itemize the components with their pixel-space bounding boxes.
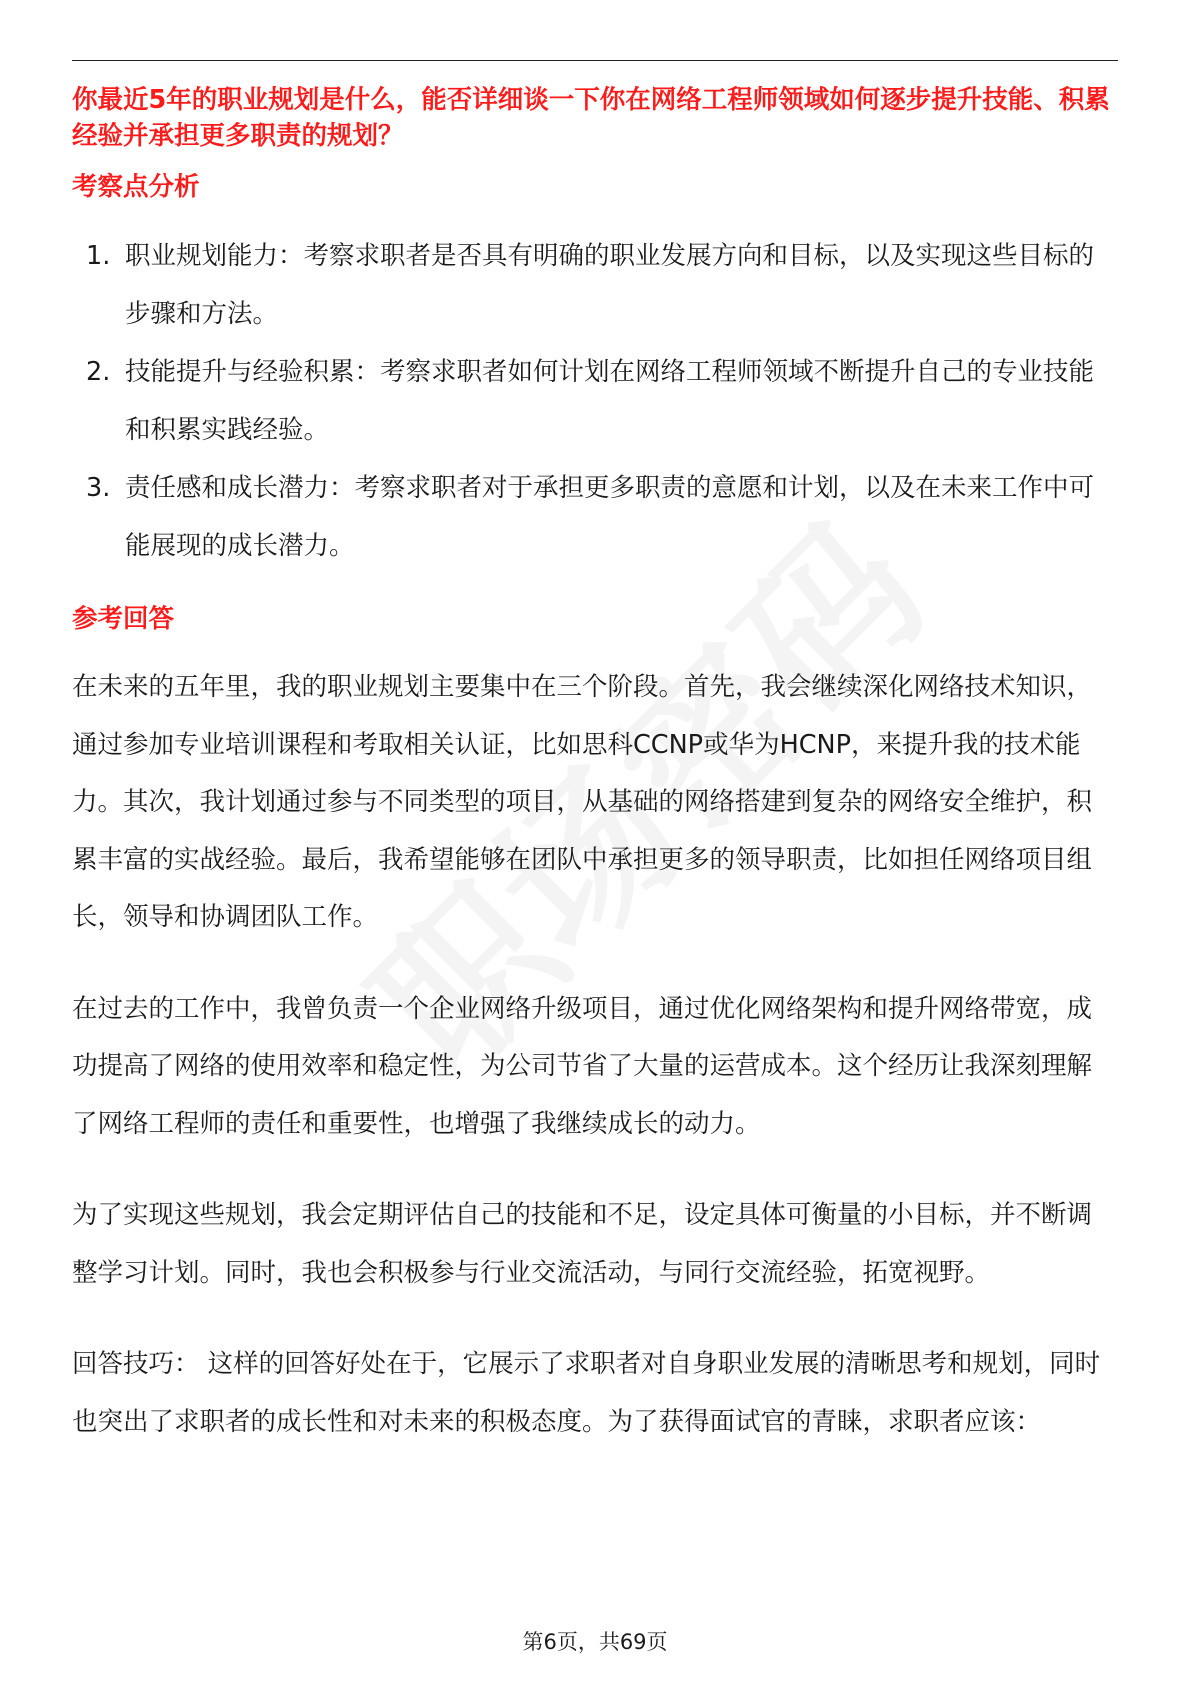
list-item xyxy=(72,459,1116,575)
top-divider xyxy=(72,60,1118,61)
list-item-text: 职业规划能力：考察求职者是否具有明确的职业发展方向和目标，以及实现这些目标的步骤和方法。 xyxy=(125,241,1095,329)
page-content xyxy=(72,82,1116,1485)
answer-paragraph: 为了实现这些规划，我会定期评估自己的技能和不足，设定具体可衡量的小目标，并不断调整学习计划。同时，我也会积极参与行业交流活动，与同行交流经验，拓宽视野。 xyxy=(72,1200,1093,1288)
analysis-heading: 考察点分析 xyxy=(72,172,200,202)
list-item-number: 2. xyxy=(86,357,111,387)
list-item xyxy=(72,343,1116,459)
question-title: 你最近5年的职业规划是什么，能否详细谈一下你在网络工程师领域如何逐步提升技能、积累经验并承担更多职责的规划？ xyxy=(72,85,1110,151)
list-item xyxy=(72,227,1116,343)
answer-paragraph: 在未来的五年里，我的职业规划主要集中在三个阶段。首先，我会继续深化网络技术知识，通过参加专业培训课程和考取相关认证，比如思科CCNP或华为HCNP，来提升我的技术能力。其次，我计划通过参与不同类型的项目，从基础的网络搭建到复杂的网络安全维护，积累丰富的实战经验。最后，我希望能够在团队中承担更多的领导职责，比如担任网络项目组长，领导和协调团队工作。 xyxy=(72,672,1093,932)
answer-tips-paragraph: 回答技巧： 这样的回答好处在于，它展示了求职者对自身职业发展的清晰思考和规划，同时也突出了求职者的成长性和对未来的积极态度。为了获得面试官的青睐，求职者应该： xyxy=(72,1349,1101,1437)
answer-paragraph: 在过去的工作中，我曾负责一个企业网络升级项目，通过优化网络架构和提升网络带宽，成功提高了网络的使用效率和稳定性，为公司节省了大量的运营成本。这个经历让我深刻理解了网络工程师的责任和重要性，也增强了我继续成长的动力。 xyxy=(72,993,1093,1139)
page-number: 第6页，共69页 xyxy=(522,1630,668,1654)
list-item-text: 责任感和成长潜力：考察求职者对于承担更多职责的意愿和计划，以及在未来工作中可能展现的成长潜力。 xyxy=(125,473,1095,561)
list-item-number: 3. xyxy=(86,473,111,503)
analysis-list xyxy=(72,227,1116,575)
list-item-number: 1. xyxy=(86,241,111,271)
answer-heading: 参考回答 xyxy=(72,604,175,634)
list-item-text: 技能提升与经验积累：考察求职者如何计划在网络工程师领域不断提升自己的专业技能和积累实践经验。 xyxy=(125,357,1095,445)
